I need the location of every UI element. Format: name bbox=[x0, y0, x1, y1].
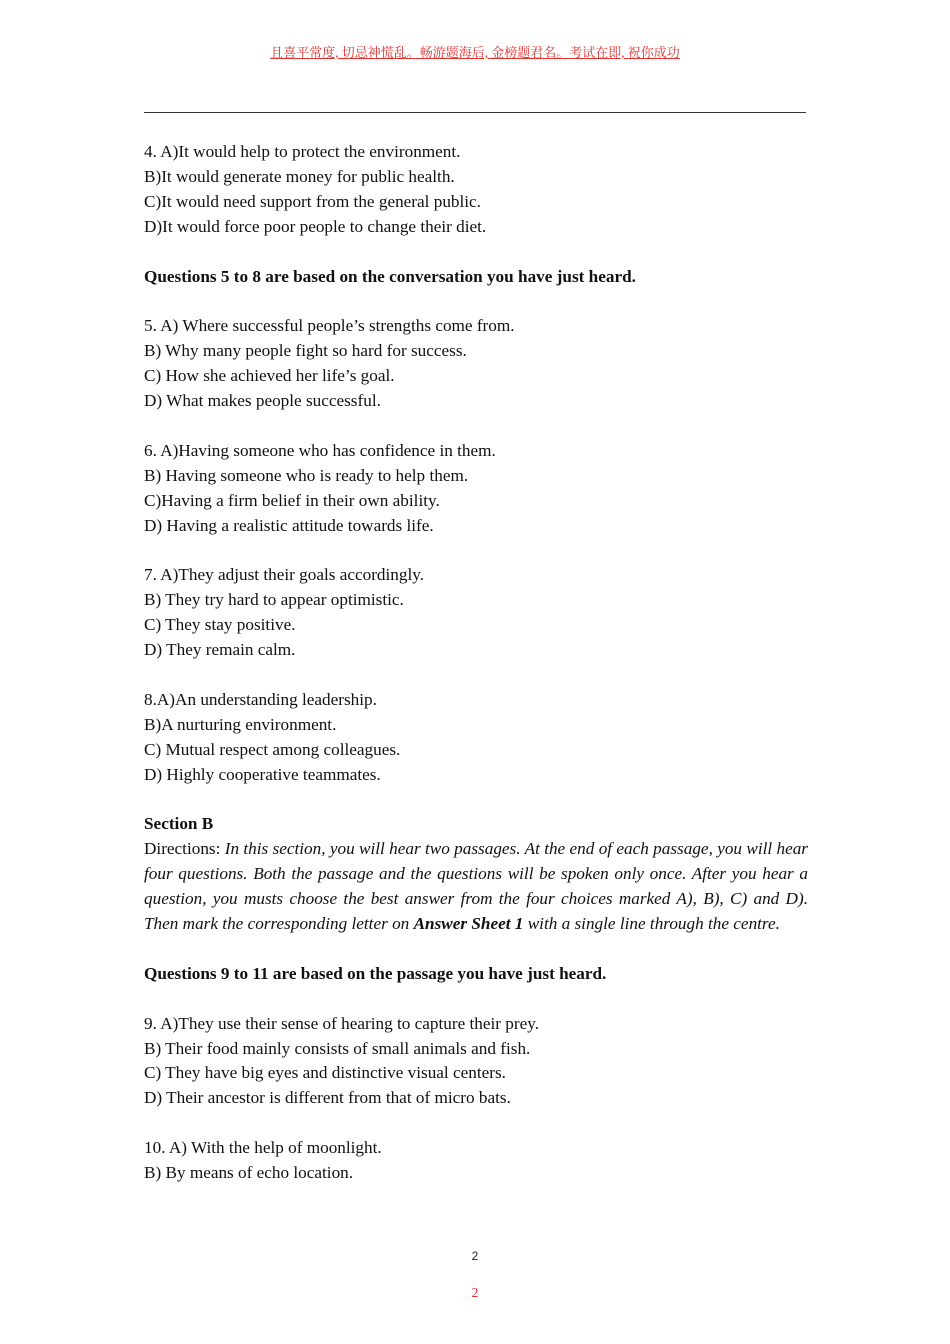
q7-option-c: C) They stay positive. bbox=[144, 615, 296, 635]
q8-option-d: D) Highly cooperative teammates. bbox=[144, 764, 381, 784]
page-content bbox=[144, 140, 808, 1186]
directions-label: Directions: bbox=[144, 839, 225, 859]
q7-option-d: D) They remain calm. bbox=[144, 640, 296, 660]
directions-answer-sheet: Answer Sheet 1 bbox=[413, 914, 524, 933]
heading-questions-5-8: Questions 5 to 8 are based on the conversation you have just heard. bbox=[144, 266, 636, 286]
header-divider bbox=[144, 112, 806, 113]
q8-option-c: C) Mutual respect among colleagues. bbox=[144, 739, 401, 759]
q7-option-b: B) They try hard to appear optimistic. bbox=[144, 590, 404, 610]
q9-option-c: C) They have big eyes and distinctive visual centers. bbox=[144, 1063, 506, 1083]
page-number: 2 bbox=[471, 1249, 479, 1263]
q5-option-b: B) Why many people fight so hard for success. bbox=[144, 341, 467, 361]
q5-option-d: D) What makes people successful. bbox=[144, 391, 381, 411]
q10-option-a: 10. A) With the help of moonlight. bbox=[144, 1138, 382, 1158]
section-b-directions bbox=[144, 837, 808, 937]
q6-option-c: C)Having a firm belief in their own ability. bbox=[144, 490, 440, 510]
page-number-red: 2 bbox=[471, 1286, 479, 1301]
header-banner: 且喜平常度, 切忌神慌乱。畅游题海后, 金榜题君名。考试在即, 祝你成功 bbox=[270, 45, 680, 60]
q10-option-b: B) By means of echo location. bbox=[144, 1163, 354, 1183]
q6-option-b: B) Having someone who is ready to help them. bbox=[144, 465, 469, 485]
heading-questions-9-11: Questions 9 to 11 are based on the passage you have just heard. bbox=[144, 963, 607, 983]
q9-option-a: 9. A)They use their sense of hearing to capture their prey. bbox=[144, 1013, 540, 1033]
q5-option-a: 5. A) Where successful people’s strengths come from. bbox=[144, 316, 515, 336]
q4-option-a: 4. A)It would help to protect the environment. bbox=[144, 142, 461, 161]
section-b-title: Section B bbox=[144, 814, 214, 834]
q4-option-c: C)It would need support from the general public. bbox=[144, 191, 481, 211]
q9-option-d: D) Their ancestor is different from that of micro bats. bbox=[144, 1088, 511, 1108]
q6-option-d: D) Having a realistic attitude towards life. bbox=[144, 515, 434, 535]
q8-option-a: 8.A)An understanding leadership. bbox=[144, 689, 377, 709]
q8-option-b: B)A nurturing environment. bbox=[144, 714, 337, 734]
directions-end: with a single line through the centre. bbox=[523, 914, 780, 933]
q6-option-a: 6. A)Having someone who has confidence in them. bbox=[144, 440, 496, 460]
q9-option-b: B) Their food mainly consists of small animals and fish. bbox=[144, 1038, 531, 1058]
q4-option-b: B)It would generate money for public health. bbox=[144, 166, 455, 186]
q5-option-c: C) How she achieved her life’s goal. bbox=[144, 366, 395, 386]
q7-option-a: 7. A)They adjust their goals accordingly. bbox=[144, 565, 425, 585]
directions-text: In this section, you will hear two passages. At the end of each passage, you will hear four questions. Both the passage and the questions will be spoken only once. After you hear a question, you musts choose the best answer from the four choices marked A), B), C) and D). Then mark the corresponding letter on bbox=[144, 839, 808, 933]
q4-option-d: D)It would force poor people to change their diet. bbox=[144, 216, 487, 236]
